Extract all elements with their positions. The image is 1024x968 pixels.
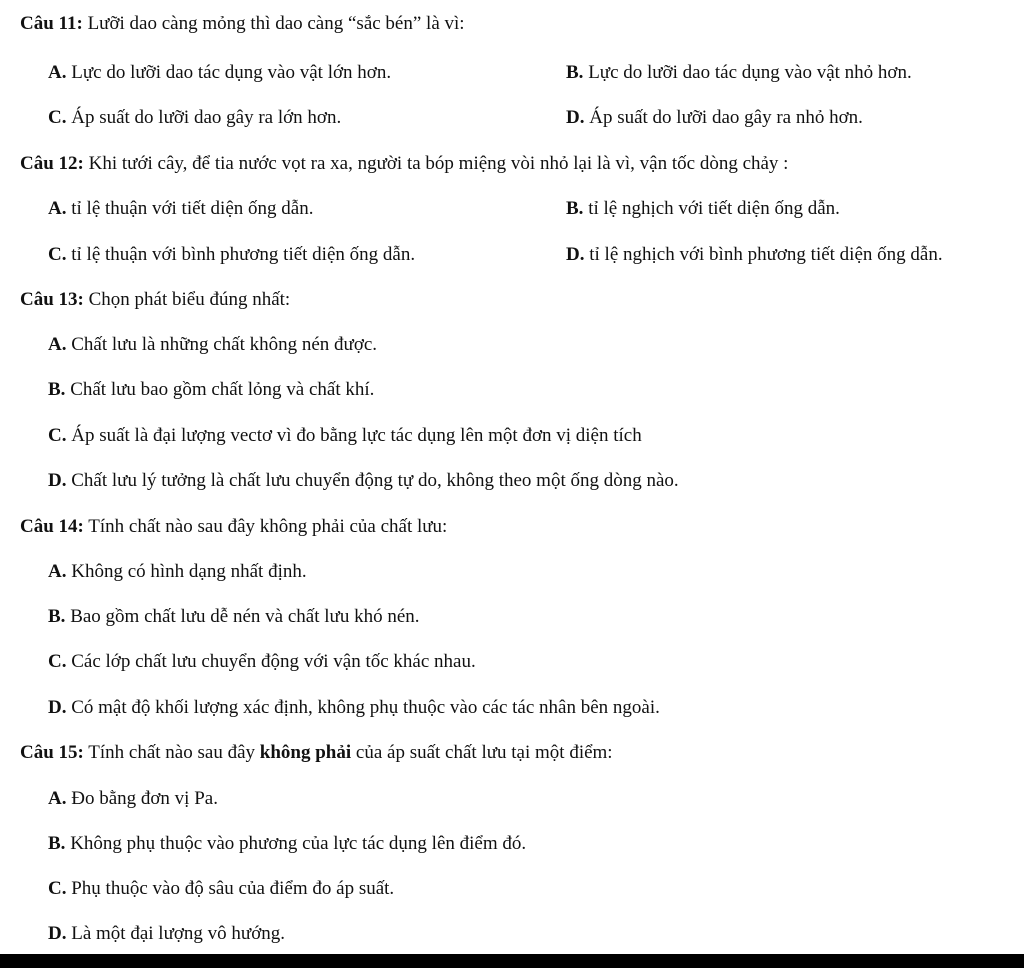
option-text: Chất lưu bao gồm chất lỏng và chất khí. — [65, 379, 375, 400]
question-text: Lưỡi dao càng mỏng thì dao càng “sắc bén” là vì: — [82, 13, 465, 34]
question-15-stem — [20, 741, 613, 765]
option-key: D. — [48, 923, 67, 944]
question-14-option-d — [48, 696, 660, 720]
question-15-option-c — [48, 877, 394, 901]
option-text: Lực do lưỡi dao tác dụng vào vật lớn hơn. — [66, 62, 392, 83]
question-label: Câu 13: — [20, 289, 84, 310]
option-text: Không phụ thuộc vào phương của lực tác dụng lên điểm đó. — [65, 833, 527, 854]
question-14-option-b — [48, 605, 420, 629]
option-key: A. — [48, 561, 67, 582]
option-text: Đo bằng đơn vị Pa. — [66, 788, 218, 809]
bottom-border — [0, 954, 1024, 968]
option-key: B. — [48, 379, 66, 400]
option-text: Lực do lưỡi dao tác dụng vào vật nhỏ hơn. — [583, 62, 912, 83]
option-key: B. — [48, 833, 66, 854]
option-key: C. — [48, 107, 67, 128]
option-key: D. — [48, 697, 67, 718]
question-12-option-c — [48, 243, 415, 267]
option-text: tỉ lệ nghịch với bình phương tiết diện ống dẫn. — [584, 244, 943, 265]
question-14-option-c — [48, 650, 476, 674]
option-text: tỉ lệ thuận với tiết diện ống dẫn. — [66, 198, 314, 219]
option-text: Không có hình dạng nhất định. — [66, 561, 307, 582]
option-key: A. — [48, 198, 67, 219]
question-15-option-b — [48, 832, 526, 856]
question-11-option-b — [566, 61, 912, 85]
question-text: Tính chất nào sau đây không phải của chất lưu: — [83, 516, 448, 537]
option-key: D. — [48, 470, 67, 491]
option-text: Các lớp chất lưu chuyển động với vận tốc khác nhau. — [66, 651, 476, 672]
question-13-stem — [20, 288, 290, 312]
question-label: Câu 12: — [20, 153, 84, 174]
question-11-option-a — [48, 61, 391, 85]
question-14-option-a — [48, 560, 307, 584]
question-text-after: của áp suất chất lưu tại một điểm: — [351, 742, 613, 763]
option-text: tỉ lệ thuận với bình phương tiết diện ống dẫn. — [66, 244, 416, 265]
option-key: A. — [48, 788, 67, 809]
question-15-option-d — [48, 922, 285, 946]
option-text: Chất lưu lý tưởng là chất lưu chuyển động tự do, không theo một ống dòng nào. — [66, 470, 679, 491]
option-text: tỉ lệ nghịch với tiết diện ống dẫn. — [583, 198, 840, 219]
option-key: C. — [48, 651, 67, 672]
option-key: A. — [48, 62, 67, 83]
option-key: B. — [566, 198, 584, 219]
option-key: A. — [48, 334, 67, 355]
question-label: Câu 14: — [20, 516, 84, 537]
question-label: Câu 11: — [20, 13, 83, 34]
option-key: D. — [566, 244, 585, 265]
option-text: Chất lưu là những chất không nén được. — [66, 334, 378, 355]
option-key: B. — [566, 62, 584, 83]
option-text: Áp suất là đại lượng vectơ vì đo bằng lực tác dụng lên một đơn vị diện tích — [66, 425, 642, 446]
option-text: Áp suất do lưỡi dao gây ra nhỏ hơn. — [584, 107, 863, 128]
option-text: Áp suất do lưỡi dao gây ra lớn hơn. — [66, 107, 342, 128]
question-text-before: Tính chất nào sau đây — [83, 742, 260, 763]
option-key: B. — [48, 606, 66, 627]
question-11-option-c — [48, 106, 341, 130]
question-11-option-d — [566, 106, 863, 130]
option-text: Có mật độ khối lượng xác định, không phụ thuộc vào các tác nhân bên ngoài. — [66, 697, 660, 718]
question-12-option-b — [566, 197, 840, 221]
question-text: Chọn phát biểu đúng nhất: — [83, 289, 291, 310]
option-text: Là một đại lượng vô hướng. — [66, 923, 286, 944]
question-11-stem — [20, 12, 465, 36]
question-13-option-b — [48, 378, 374, 402]
question-12-stem — [20, 152, 788, 176]
question-15-option-a — [48, 787, 218, 811]
question-text-emphasis: không phải — [259, 742, 352, 763]
question-label: Câu 15: — [20, 742, 84, 763]
question-13-option-a — [48, 333, 377, 357]
option-key: D. — [566, 107, 585, 128]
question-13-option-d — [48, 469, 679, 493]
option-key: C. — [48, 244, 67, 265]
question-13-option-c — [48, 424, 642, 448]
option-text: Bao gồm chất lưu dễ nén và chất lưu khó nén. — [65, 606, 420, 627]
option-key: C. — [48, 425, 67, 446]
option-text: Phụ thuộc vào độ sâu của điểm đo áp suất. — [66, 878, 395, 899]
question-12-option-a — [48, 197, 313, 221]
question-14-stem — [20, 515, 447, 539]
question-text: Khi tưới cây, để tia nước vọt ra xa, người ta bóp miệng vòi nhỏ lại là vì, vận tốc dòng chảy : — [83, 153, 789, 174]
option-key: C. — [48, 878, 67, 899]
question-12-option-d — [566, 243, 943, 267]
